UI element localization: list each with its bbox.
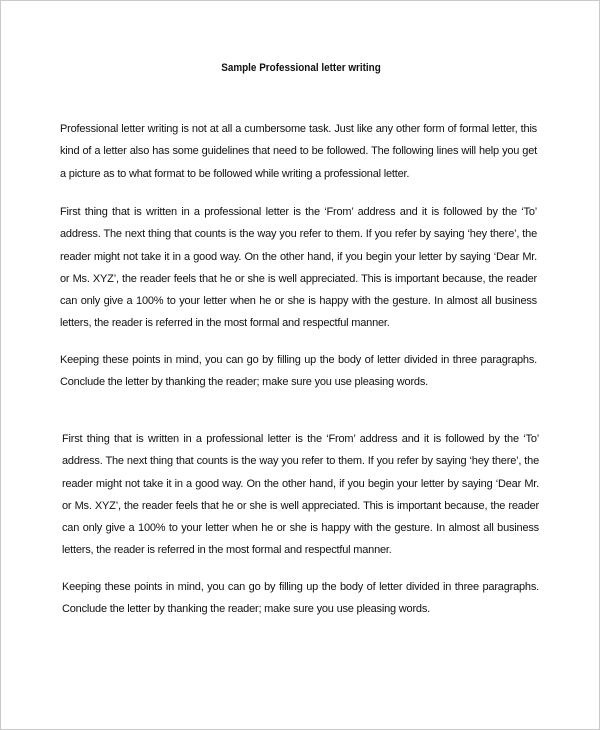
paragraph-addressing-repeat: First thing that is written in a professional letter is the ‘From’ address and it is followed by the ‘To’ address. The next thing that counts is the way you refer to them. If you refer by saying ‘hey there’, the reader might not take it in a good way. On the other hand, if you begin your letter by saying ‘Dear Mr. or Ms. XYZ’, the reader feels that he or she is well appreciated. This is important because, the reader can only give a 100% to your letter when he or she is happy with the gesture. In almost all business letters, the reader is referred in the most formal and respectful manner. bbox=[62, 433, 539, 557]
paragraph-addressing: First thing that is written in a professional letter is the ‘From’ address and it is followed by the ‘To’ address. The next thing that counts is the way you refer to them. If you refer by saying ‘hey there’, the reader might not take it in a good way. On the other hand, if you begin your letter by saying ‘Dear Mr. or Ms. XYZ’, the reader feels that he or she is well appreciated. This is important because, the reader can only give a 100% to your letter when he or she is happy with the gesture. In almost all business letters, the reader is referred in the most formal and respectful manner. bbox=[60, 206, 537, 330]
document-title: Sample Professional letter writing bbox=[221, 62, 381, 74]
paragraph-conclusion-repeat: Keeping these points in mind, you can go by filling up the body of letter divided in three paragraphs. Conclude the letter by thanking the reader; make sure you use pleasing words. bbox=[62, 581, 539, 616]
paragraph-conclusion: Keeping these points in mind, you can go by filling up the body of letter divided in three paragraphs. Conclude the letter by thanking the reader; make sure you use pleasing words. bbox=[60, 354, 537, 389]
paragraph-intro: Professional letter writing is not at all a cumbersome task. Just like any other form of formal letter, this kind of a letter also has some guidelines that need to be followed. The following lines will help you get a picture as to what format to be followed while writing a professional letter. bbox=[60, 123, 537, 180]
